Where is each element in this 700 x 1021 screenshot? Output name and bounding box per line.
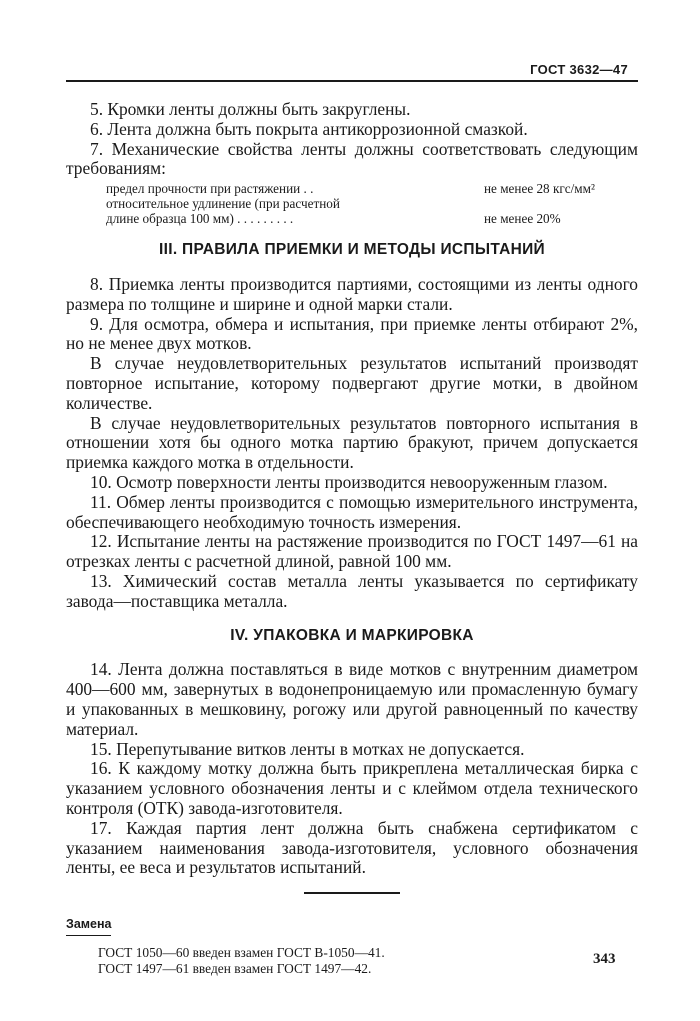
document-body	[66, 100, 638, 977]
clause-7: 7. Механические свойства ленты должны соответствовать следующим требованиям:	[66, 138, 638, 179]
clause-15: 15. Перепутывание витков ленты в мотках не допускается.	[90, 738, 525, 759]
section-divider	[304, 892, 400, 894]
clause-17: 17. Каждая партия лент должна быть снабжена сертификатом с указанием наименования завода-изготовителя, условного обозначения ленты, ее веса и результатов испытаний.	[66, 817, 638, 878]
property-label: предел прочности при растяжении . .	[106, 181, 314, 197]
clause-11: 11. Обмер ленты производится с помощью измерительного инструмента, обеспечивающего необходимую точность измерения.	[66, 491, 638, 532]
clause-16: 16. К каждому мотку должна быть прикреплена металлическая бирка с указанием условного обозначения ленты и с клеймом отдела технического контроля (ОТК) завода-изготовителя.	[66, 758, 638, 818]
clause-14: 14. Лента должна поставляться в виде мотков с внутренним диаметром 400—600 мм, завернутых в водонепроницаемую или промасленную бумагу и упакованных в мешковину, рогожу или другой равноценный по качеству материал.	[66, 659, 638, 739]
clause-8: 8. Приемка ленты производится партиями, состоящими из ленты одного размера по толщине и ширине и одной марки стали.	[66, 273, 638, 314]
header-rule	[66, 80, 638, 82]
property-row	[106, 181, 596, 196]
section-title-acceptance: III. ПРАВИЛА ПРИЕМКИ И МЕТОДЫ ИСПЫТАНИЙ	[159, 241, 545, 259]
clause-9-rejection: В случае неудовлетворительных результатов повторного испытания в отношении хотя бы одного мотка партию бракуют, причем допускается приемка каждого мотка в отдельности.	[66, 412, 638, 473]
property-value	[484, 196, 596, 211]
replacement-line: ГОСТ 1497—61 введен взамен ГОСТ 1497—42.	[98, 961, 372, 977]
replacement-heading: Замена	[66, 915, 111, 937]
page-number: 343	[593, 951, 616, 967]
property-row	[106, 211, 596, 226]
clause-12: 12. Испытание ленты на растяжение производится по ГОСТ 1497—61 на отрезках ленты с расчетной длиной, равной 100 мм.	[66, 531, 638, 572]
property-value: не менее 20%	[484, 211, 561, 227]
property-label: длине образца 100 мм) . . . . . . . . .	[106, 211, 294, 227]
property-value: не менее 28 кгс/мм²	[484, 181, 595, 197]
mechanical-properties	[106, 181, 596, 226]
clause-13: 13. Химический состав металла ленты указывается по сертификату завода—поставщика металла.	[66, 570, 638, 611]
clause-10: 10. Осмотр поверхности ленты производится невооруженным глазом.	[90, 471, 608, 492]
clause-9-retest: В случае неудовлетворительных результатов испытаний производят повторное испытание, которому подвергают другие мотки, в двойном количестве.	[66, 353, 638, 413]
clause-9: 9. Для осмотра, обмера и испытания, при приемке ленты отбирают 2%, но не менее двух мотков.	[66, 313, 638, 354]
property-row	[106, 196, 596, 211]
clause-5: 5. Кромки ленты должны быть закруглены.	[90, 99, 411, 119]
replacement-line: ГОСТ 1050—60 введен взамен ГОСТ В-1050—41.	[98, 945, 385, 961]
clause-6: 6. Лента должна быть покрыта антикоррозионной смазкой.	[90, 118, 528, 139]
property-label: относительное удлинение (при расчетной	[106, 196, 340, 212]
section-title-packaging: IV. УПАКОВКА И МАРКИРОВКА	[230, 626, 474, 644]
standard-code: ГОСТ 3632—47	[530, 62, 628, 77]
